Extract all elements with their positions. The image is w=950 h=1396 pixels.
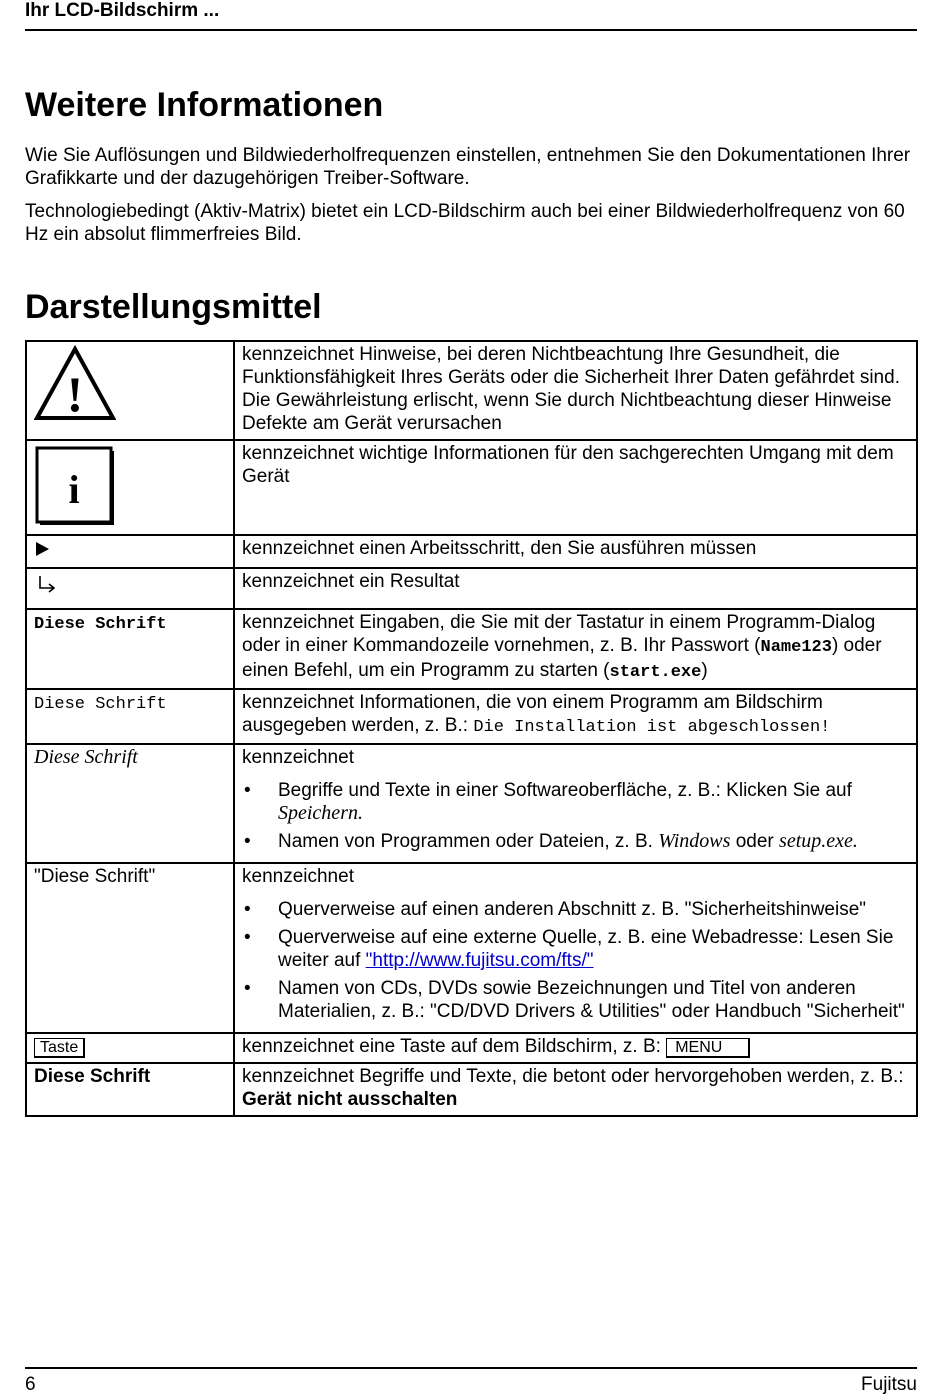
legend-desc-result: kennzeichnet ein Resultat	[234, 568, 917, 609]
result-arrow-icon	[38, 575, 58, 593]
bullet-text: Querverweise auf eine externe Quelle, z. B. eine Webadresse: Lesen Sie weiter auf	[278, 927, 894, 971]
legend-desc-step: kennzeichnet einen Arbeitsschritt, den Sie ausführen müssen	[234, 535, 917, 568]
quoted-intro: kennzeichnet	[242, 866, 354, 887]
section-heading-darstellung: Darstellungsmittel	[25, 288, 322, 326]
footer-divider	[25, 1367, 917, 1369]
bullet-text: Begriffe und Texte in einer Softwareoberfläche, z. B.: Klicken Sie auf	[278, 780, 852, 801]
page-number: 6	[25, 1374, 36, 1395]
symbol-quoted-font: "Diese Schrift"	[34, 866, 156, 887]
legend-row-italic	[26, 744, 917, 863]
legend-table	[25, 340, 918, 1117]
legend-row-input	[26, 609, 917, 689]
key-text: kennzeichnet eine Taste auf dem Bildschirm, z. B:	[242, 1036, 667, 1057]
input-text-b: ) oder einen Befehl, um ein Programm zu starten (	[242, 635, 882, 681]
header-divider	[25, 29, 917, 31]
output-code-example: Die Installation ist abgeschlossen!	[473, 718, 831, 737]
section-heading-weitere: Weitere Informationen	[25, 86, 384, 124]
paragraph-resolution: Wie Sie Auflösungen und Bildwiederholfrequenzen einstellen, entnehmen Sie den Dokumentationen Ihrer Grafikkarte und der dazugehörigen Treiber-Software.	[25, 145, 911, 189]
fujitsu-url-link[interactable]: "http://www.fujitsu.com/fts/"	[365, 950, 594, 971]
legend-desc-italic	[234, 744, 917, 863]
legend-row-bold	[26, 1063, 917, 1116]
italic-example: Speichern.	[278, 802, 363, 824]
menu-key-example: MENU	[666, 1038, 750, 1058]
legend-row-info	[26, 440, 917, 535]
bullet-text: Namen von Programmen oder Dateien, z. B.	[278, 831, 659, 852]
footer-brand: Fujitsu	[861, 1374, 917, 1395]
input-text-c: )	[701, 660, 708, 681]
symbol-key-box: Taste	[34, 1038, 85, 1058]
symbol-italic-font: Diese Schrift	[34, 746, 138, 768]
bold-example: Gerät nicht ausschalten	[242, 1089, 458, 1110]
legend-symbol-cell	[26, 1033, 234, 1063]
legend-symbol-cell	[26, 440, 234, 535]
svg-text:!: !	[66, 366, 84, 421]
legend-row-quoted	[26, 863, 917, 1033]
legend-desc-key	[234, 1033, 917, 1063]
output-text: kennzeichnet Informationen, die von einem Programm am Bildschirm ausgegeben werden, z. B.:	[242, 692, 823, 736]
italic-bullet-list	[242, 779, 909, 853]
italic-intro: kennzeichnet	[242, 747, 354, 768]
legend-symbol-cell	[26, 689, 234, 744]
list-item	[242, 830, 909, 853]
legend-desc-info: kennzeichnet wichtige Informationen für den sachgerechten Umgang mit dem Gerät	[234, 440, 917, 535]
symbol-bold-font: Diese Schrift	[34, 1066, 151, 1087]
legend-symbol-cell	[26, 1063, 234, 1116]
legend-desc-bold	[234, 1063, 917, 1116]
warning-triangle-icon	[34, 345, 116, 421]
svg-text:i: i	[68, 467, 80, 512]
legend-row-key	[26, 1033, 917, 1063]
info-icon	[34, 445, 116, 525]
legend-symbol-cell	[26, 609, 234, 689]
italic-example: Windows	[658, 830, 731, 852]
legend-row-warning	[26, 341, 917, 440]
list-item	[242, 779, 909, 825]
running-header: Ihr LCD-Bildschirm ...	[25, 0, 220, 21]
bold-text: kennzeichnet Begriffe und Texte, die betont oder hervorgehoben werden, z. B.:	[242, 1066, 904, 1087]
legend-desc-quoted	[234, 863, 917, 1033]
list-item	[242, 926, 909, 972]
input-text-a: kennzeichnet Eingaben, die Sie mit der Tastatur in einem Programm-Dialog oder in einer Kommandozeile vornehmen, z. B. Ihr Passwort (	[242, 612, 876, 656]
symbol-output-font: Diese Schrift	[34, 695, 167, 714]
legend-symbol-cell	[26, 535, 234, 568]
legend-desc-input	[234, 609, 917, 689]
input-code-password: Name123	[760, 638, 832, 657]
legend-desc-warning: kennzeichnet Hinweise, bei deren Nichtbeachtung Ihre Gesundheit, die Funktionsfähigkeit Ihres Geräts oder die Sicherheit Ihrer Daten gefährdet sind. Die Gewährleistung erlischt, wenn Sie durch Nichtbeachtung dieser Hinweise Defekte am Gerät verursachen	[234, 341, 917, 440]
legend-symbol-cell	[26, 568, 234, 609]
arrow-right-icon	[34, 541, 50, 557]
legend-symbol-cell	[26, 863, 234, 1033]
bullet-text: oder	[730, 831, 780, 852]
list-item: • Querverweise auf einen anderen Abschnitt z. B. "Sicherheitshinweise"	[242, 898, 909, 921]
legend-row-result	[26, 568, 917, 609]
legend-symbol-cell	[26, 341, 234, 440]
list-item: • Namen von CDs, DVDs sowie Bezeichnungen und Titel von anderen Materialien, z. B.: "CD/DVD Drivers & Utilities" oder Handbuch "Sicherheit"	[242, 977, 909, 1023]
paragraph-technology: Technologiebedingt (Aktiv-Matrix) bietet ein LCD-Bildschirm auch bei einer Bildwiederholfrequenz von 60 Hz ein absolut flimmerfreies Bild.	[25, 201, 905, 245]
input-code-command: start.exe	[609, 663, 702, 682]
legend-desc-output	[234, 689, 917, 744]
symbol-input-font: Diese Schrift	[34, 615, 167, 634]
legend-row-step	[26, 535, 917, 568]
legend-row-output	[26, 689, 917, 744]
italic-example: setup.exe.	[779, 830, 858, 852]
quoted-bullet-list	[242, 898, 909, 1023]
legend-symbol-cell	[26, 744, 234, 863]
